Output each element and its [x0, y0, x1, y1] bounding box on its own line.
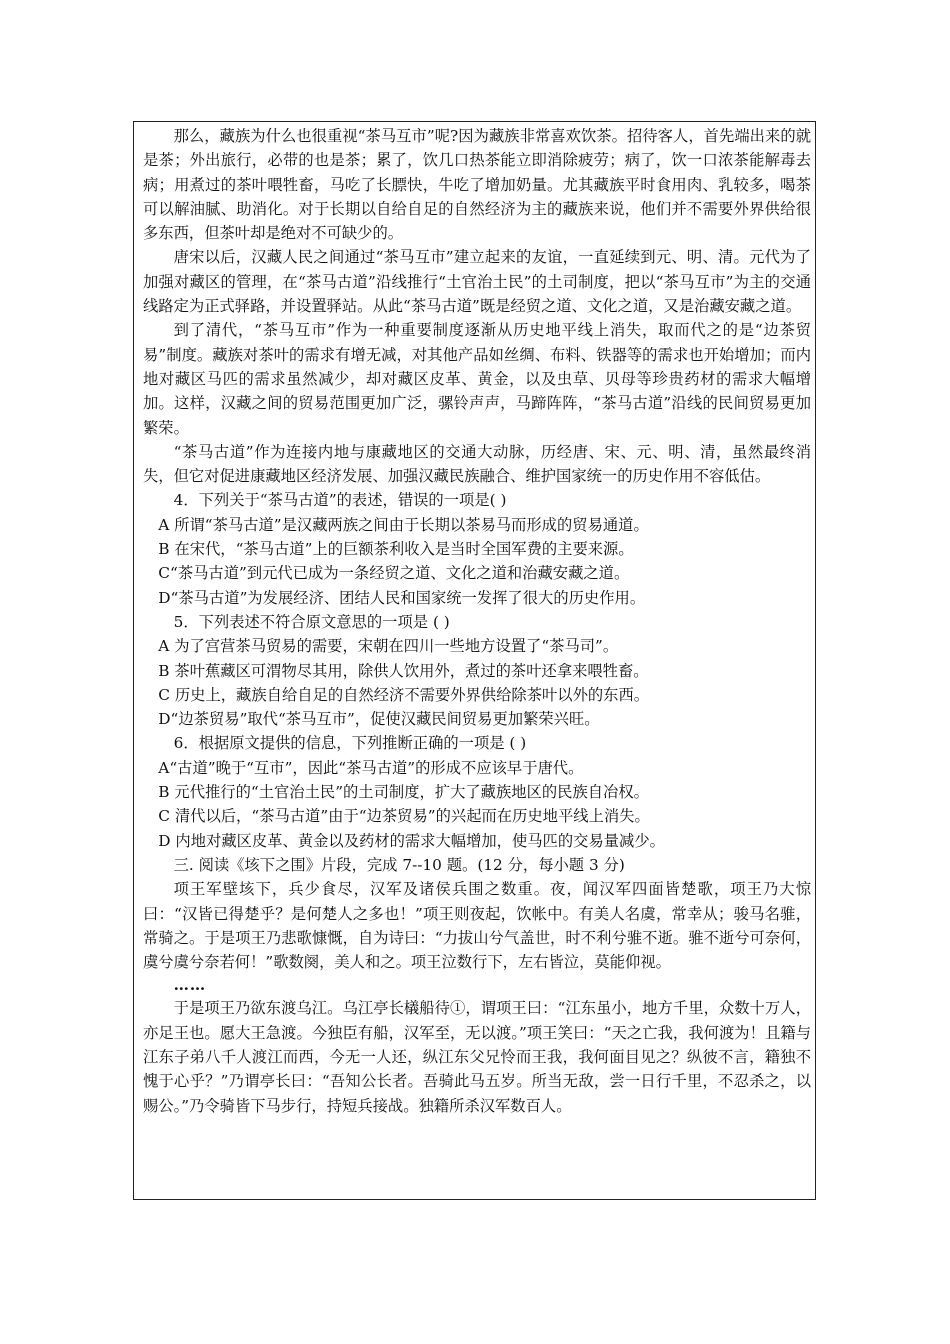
passage-paragraph: 唐宋以后，汉藏人民之间通过“茶马互市”建立起来的友谊，一直延续到元、明、清。元代为了加强对藏区的管理，在“茶马古道”沿线推行“土官治土民”的土司制度，把以“茶马互市”为主的交通线路定为正式驿路，并设置驿站。从此“茶马古道”既是经贸之道、文化之道，又是治藏安藏之道。 [143, 248, 811, 316]
question-5-option-b: B 茶叶蕉藏区可渭物尽其用，除供人饮用外，煮过的茶叶还拿来喂牲畜。 [158, 661, 649, 680]
section-3-heading: 三. 阅读《垓下之围》片段，完成 7--10 题。(12 分，每小题 3 分) [173, 855, 625, 874]
question-5-option-d: D“边茶贸易”取代“茶马互市”，促使汉藏民间贸易更加繁荣兴旺。 [158, 710, 600, 729]
question-4-option-d: D“茶马古道”为发展经济、团结人民和国家统一发挥了很大的历史作用。 [158, 588, 646, 607]
question-5-stem: 5．下列表述不符合原文意思的一项是 ( ) [173, 612, 450, 631]
question-4-option-c: C“茶马古道”到元代已成为一条经贸之道、文化之道和治藏安藏之道。 [158, 564, 630, 583]
question-6-option-d: D 内地对藏区皮革、黄金以及药材的需求大幅增加，使马匹的交易量减少。 [158, 831, 665, 850]
question-5-option-a: A 为了宫营茶马贸易的需要，宋朝在四川一些地方设置了“茶马司”。 [158, 637, 619, 656]
question-6-stem: 6．根据原文提供的信息，下列推断正确的一项是 ( ) [173, 734, 527, 753]
question-5-option-c: C 历史上，藏族自给自足的自然经济不需要外界供给除茶叶以外的东西。 [158, 685, 650, 704]
question-4-option-a: A 所谓“茶马古道”是汉藏两族之间由于长期以茶易马而形成的贸易通道。 [158, 515, 649, 534]
document-body [143, 124, 811, 1118]
question-4-option-b: B 在宋代，“茶马古道”上的巨额茶利收入是当时全国军费的主要来源。 [158, 540, 634, 559]
section-3-paragraph-2: 于是项王乃欲东渡乌江。乌江亭长檥船待①，谓项王曰：“江东虽小，地方千里，众数十万人，亦足王也。愿大王急渡。今独臣有船，汉军至，无以渡。”项王笑曰：“天之亡我，我何渡为！且籍与江东子弟八千人渡江而西，今无一人还，纵江东父兄怜而王我，我何面目见之？纵彼不言，籍独不愧于心乎？”乃谓亭长曰：“吾知公长者。吾骑此马五岁。所当无敌，尝一日行千里，不忍杀之，以赐公。”乃令骑皆下马步行，持短兵接战。独籍所杀汉军数百人。 [143, 999, 811, 1115]
question-6-option-a: A“古道”晚于“互市”，因此“茶马古道”的形成不应该早于唐代。 [158, 758, 584, 777]
passage-paragraph: 那么，藏族为什么也很重视“茶马互市”呢?因为藏族非常喜欢饮茶。招待客人，首先端出来的就是茶；外出旅行，必带的也是茶；累了，饮几口热茶能立即消除疲劳；病了，饮一口浓茶能解毒去病；用煮过的茶叶喂牲畜，马吃了长膘快，牛吃了增加奶量。尤其藏族平时食用肉、乳较多，喝茶可以解油腻、助消化。对于长期以自给自足的自然经济为主的藏族来说，他们并不需要外界供给很多东西，但茶叶却是绝对不可缺少的。 [143, 127, 811, 243]
ellipsis: …… [173, 976, 207, 995]
passage-paragraph: 到了清代，“茶马互市”作为一种重要制度逐渐从历史地平线上消失，取而代之的是“边茶贸易”制度。藏族对茶叶的需求有增无减，对其他产品如丝绸、布料、铁器等的需求也开始增加；而内地对藏区马匹的需求虽然减少，却对藏区皮革、黄金，以及虫草、贝母等珍贵药材的需求大幅增加。这样，汉藏之间的贸易范围更加广泛，骡铃声声，马蹄阵阵，“茶马古道”沿线的民间贸易更加繁荣。 [143, 321, 811, 437]
question-6-option-b: B 元代推行的“土官治土民”的土司制度，扩大了藏族地区的民族自冶权。 [158, 783, 649, 802]
question-6-option-c: C 清代以后，“茶马古道”由于“边茶贸易”的兴起而在历史地平线上消失。 [158, 807, 650, 826]
section-3-paragraph-1: 项王军壁垓下，兵少食尽，汉军及诸侯兵围之数重。夜，闻汉军四面皆楚歌，项王乃大惊曰：“汉皆已得楚乎？是何楚人之多也！”项王则夜起，饮帐中。有美人名虞，常幸从；骏马名骓，常骑之。于是项王乃悲歌慷慨，自为诗曰：“力拔山兮气盖世，时不利兮骓不逝。骓不逝兮可奈何，虞兮虞兮奈若何！”歌数阕，美人和之。项王泣数行下，左右皆泣，莫能仰视。 [143, 880, 811, 972]
passage-paragraph: “茶马古道”作为连接内地与康藏地区的交通大动脉，历经唐、宋、元、明、清，虽然最终消失，但它对促进康藏地区经济发展、加强汉藏民族融合、维护国家统一的历史作用不容低估。 [143, 442, 811, 486]
question-4-stem: 4．下列关于“茶马古道”的表述，错误的一项是( ) [173, 491, 507, 510]
